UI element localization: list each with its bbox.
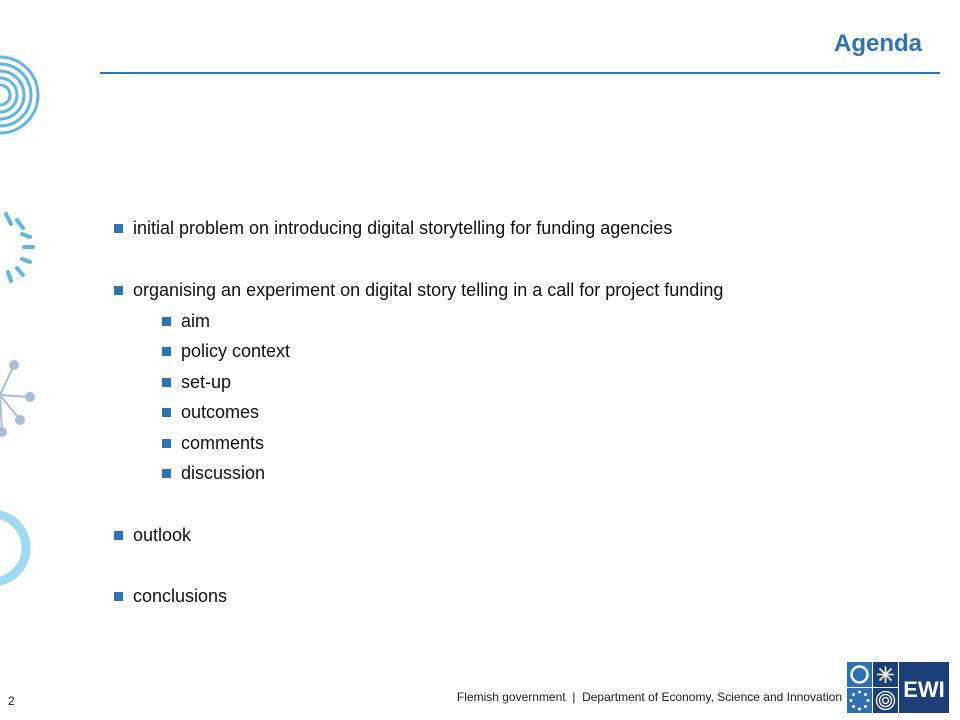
agenda-subitem	[162, 402, 259, 423]
agenda-item-text: outlook	[133, 525, 192, 545]
agenda-item	[114, 525, 191, 546]
agenda-subitem	[162, 372, 231, 393]
square-bullet-icon	[162, 317, 171, 326]
square-bullet-icon	[114, 592, 123, 601]
agenda-item-text: initial problem on introducing digital storytelling for funding agencies	[133, 218, 673, 238]
agenda-subitem-text: aim	[181, 311, 211, 331]
agenda-subitem-text: set-up	[181, 372, 232, 392]
agenda-item-text: conclusions	[133, 586, 228, 606]
logo-text: EWI	[903, 677, 945, 702]
agenda-item-text: organising an experiment on digital story telling in a call for project funding	[133, 280, 724, 300]
footer-text: Flemish government | Department of Economy, Science and Innovation	[456, 690, 842, 704]
agenda-subitem-text: discussion	[181, 463, 266, 483]
square-bullet-icon	[162, 408, 171, 417]
agenda-subitem-text: outcomes	[181, 402, 260, 422]
agenda-subitem-text: policy context	[181, 341, 291, 361]
agenda-subitem	[162, 311, 210, 332]
square-bullet-icon	[162, 347, 171, 356]
agenda-item	[114, 218, 672, 239]
page-number: 2	[8, 694, 15, 708]
ewi-logo	[846, 661, 950, 714]
square-bullet-icon	[114, 531, 123, 540]
square-bullet-icon	[114, 224, 123, 233]
agenda-item	[114, 586, 227, 607]
square-bullet-icon	[162, 439, 171, 448]
agenda-subitem	[162, 341, 290, 362]
square-bullet-icon	[162, 378, 171, 387]
agenda-subitem	[162, 463, 265, 484]
square-bullet-icon	[114, 286, 123, 295]
agenda-item	[114, 280, 723, 301]
agenda-subitem	[162, 433, 264, 454]
square-bullet-icon	[162, 469, 171, 478]
slide-title: Agenda	[833, 30, 922, 57]
agenda-subitem-text: comments	[181, 433, 265, 453]
